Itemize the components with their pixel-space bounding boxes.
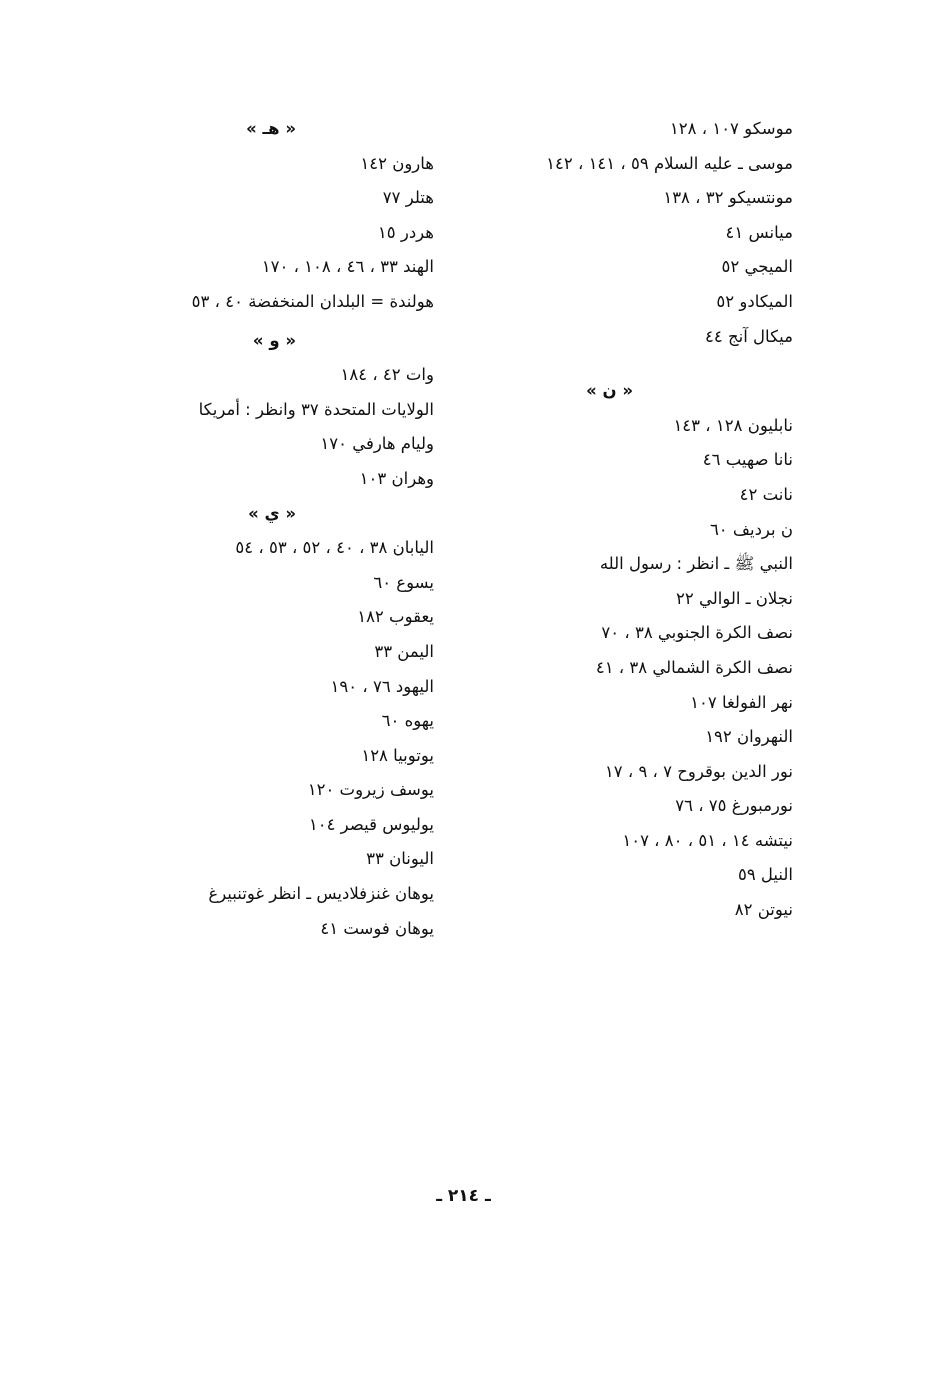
index-entry: هارون ١٤٢ — [360, 153, 434, 173]
index-entry: نيوتن ٨٢ — [734, 900, 793, 920]
index-entry: النبي ﷺ ـ انظر : رسول الله — [599, 554, 793, 574]
index-entry: الولايات المتحدة ٣٧ وانظر : أمريكا — [198, 399, 434, 419]
page-number: ـ ٢١٤ ـ — [436, 1186, 491, 1206]
index-column-right — [413, 112, 793, 928]
index-entry: يوليوس قيصر ١٠٤ — [308, 814, 434, 834]
index-entry: موسكو ١٠٧ ، ١٢٨ — [669, 119, 793, 138]
index-entry: الميكادو ٥٢ — [716, 291, 793, 311]
index-entry: مونتسيكو ٣٢ ، ١٣٨ — [663, 188, 793, 208]
index-entry: نصف الكرة الشمالي ٣٨ ، ٤١ — [595, 657, 793, 677]
index-entry: ن برديف ٦٠ — [709, 519, 793, 539]
index-entry: هردر ١٥ — [377, 222, 434, 242]
section-heading-waw: « و » — [252, 330, 296, 350]
index-entry: النيل ٥٩ — [737, 865, 793, 885]
index-entry: نورمبورغ ٧٥ ، ٧٦ — [675, 796, 793, 816]
index-entry: اليابان ٣٨ ، ٤٠ ، ٥٢ ، ٥٣ ، ٥٤ — [235, 538, 434, 558]
index-entry: نهر الفولغا ١٠٧ — [690, 692, 793, 712]
index-entry: ميانس ٤١ — [725, 222, 793, 242]
section-heading-ya: « ي » — [248, 503, 296, 523]
index-entry: الهند ٣٣ ، ٤٦ ، ١٠٨ ، ١٧٠ — [261, 257, 434, 277]
index-entry: موسى ـ عليه السلام ٥٩ ، ١٤١ ، ١٤٢ — [546, 153, 793, 173]
index-entry: هتلر ٧٧ — [382, 188, 434, 208]
index-entry: يوهان فوست ٤١ — [320, 918, 434, 938]
index-entry: اليونان ٣٣ — [366, 849, 434, 869]
index-entry: نيتشه ١٤ ، ٥١ ، ٨٠ ، ١٠٧ — [622, 830, 793, 850]
index-entry: وات ٤٢ ، ١٨٤ — [340, 365, 434, 385]
index-entry: وهران ١٠٣ — [359, 468, 434, 488]
index-entry: نجلان ـ الوالي ٢٢ — [675, 588, 793, 608]
index-entry: يهوه ٦٠ — [381, 711, 434, 731]
index-entry: النهروان ١٩٢ — [705, 727, 793, 747]
index-entry: نصف الكرة الجنوبي ٣٨ ، ٧٠ — [601, 623, 793, 643]
index-entry: يوسف زيروت ١٢٠ — [307, 780, 434, 800]
index-entry: نانت ٤٢ — [739, 484, 793, 504]
index-entry: اليهود ٧٦ ، ١٩٠ — [330, 676, 434, 696]
index-entry: الميجي ٥٢ — [721, 257, 793, 277]
index-entry: يعقوب ١٨٢ — [357, 607, 434, 627]
index-entry: اليمن ٣٣ — [374, 641, 434, 661]
index-entry: نانا صهيب ٤٦ — [702, 450, 793, 470]
index-entry: يوهان غنزفلاديس ـ انظر غوتنبيرغ — [208, 884, 434, 904]
section-heading-nun: « ن » — [586, 381, 633, 401]
index-entry: نابليون ١٢٨ ، ١٤٣ — [673, 415, 793, 435]
index-entry: نور الدين بوقروح ٧ ، ٩ ، ١٧ — [604, 761, 793, 781]
index-entry: يسوع ٦٠ — [373, 572, 434, 592]
index-column-left — [54, 112, 434, 946]
section-heading-ha: « هـ » — [246, 119, 296, 138]
index-entry: هولندة = البلدان المنخفضة ٤٠ ، ٥٣ — [191, 291, 434, 311]
index-entry: ميكال آنج ٤٤ — [705, 326, 793, 346]
index-entry: وليام هارفي ١٧٠ — [320, 434, 434, 454]
index-entry: يوتوبيا ١٢٨ — [361, 745, 434, 765]
